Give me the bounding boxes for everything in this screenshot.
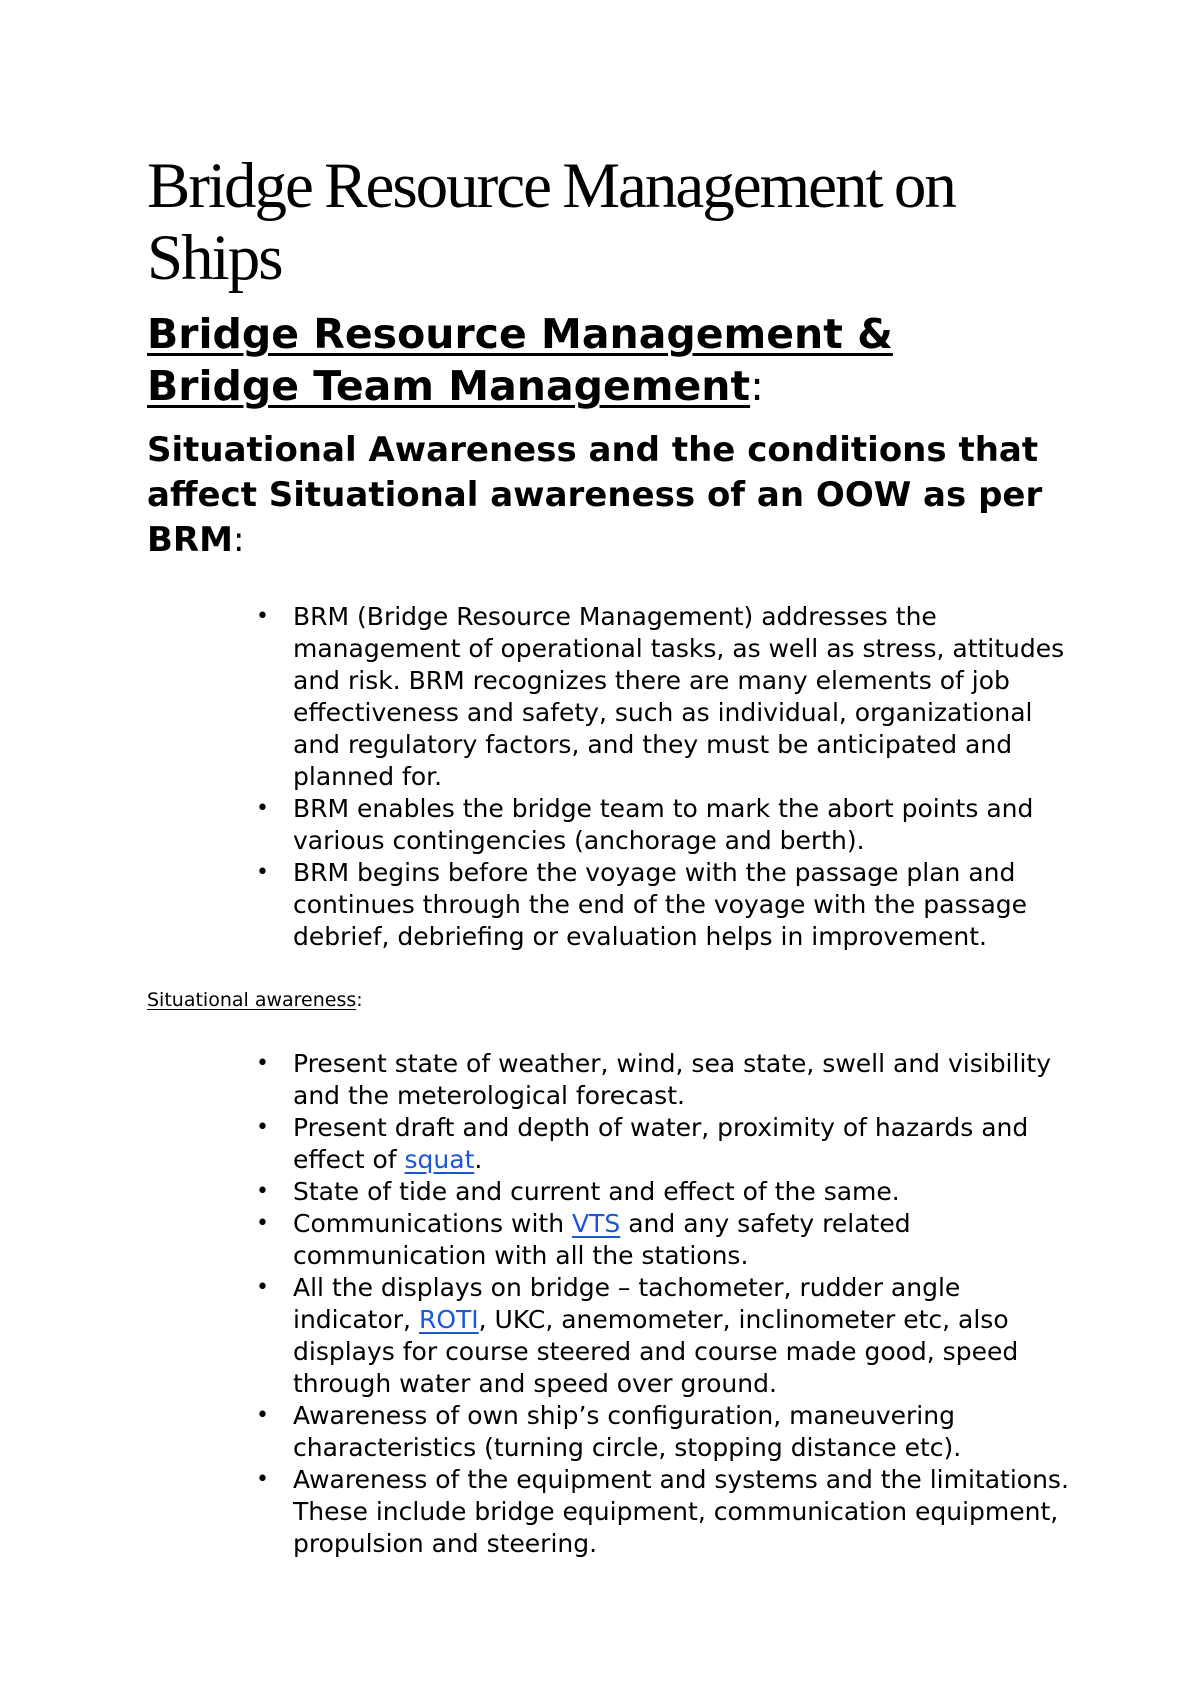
list-item (256, 1400, 1077, 1464)
roti-link[interactable]: ROTI (418, 1305, 479, 1334)
bullet-icon: • (256, 1275, 269, 1300)
main-heading-colon: : (750, 362, 764, 410)
squat-link[interactable]: squat (404, 1145, 475, 1174)
list-item (256, 1176, 1077, 1208)
bullet-icon: • (256, 604, 269, 629)
list-item-text-tail: , UKC, anemometer, inclinometer etc, also displays for course steered and course made good, speed through water and speed over ground. (293, 1305, 1019, 1398)
list-item (256, 1048, 1077, 1112)
bullet-icon: • (256, 1179, 269, 1204)
bullet-icon: • (256, 796, 269, 821)
list-item (256, 1272, 1077, 1400)
list-item-text: State of tide and current and effect of the same. (293, 1177, 900, 1206)
bullet-icon: • (256, 1115, 269, 1140)
vts-link[interactable]: VTS (572, 1209, 621, 1238)
list-item (256, 601, 1077, 793)
bullet-icon: • (256, 1211, 269, 1236)
section-label-colon: : (356, 989, 363, 1011)
bullet-icon: • (256, 860, 269, 885)
bullet-icon: • (256, 1051, 269, 1076)
list-item-text: BRM (Bridge Resource Management) addresses the management of operational tasks, as well as stress, attitudes and risk. BRM recognizes there are many elements of job effectiveness and safety, such as individual, organizational and regulatory factors, and they must be anticipated and planned for. (293, 602, 1065, 791)
list-item-text: Present state of weather, wind, sea state, swell and visibility and the meterological forecast. (293, 1049, 1051, 1110)
sub-heading-text: Situational Awareness and the conditions that affect Situational awareness of an OOW as per BRM (147, 430, 1043, 560)
list-item-text: Awareness of the equipment and systems and the limitations. These include bridge equipment, communication equipment, propulsion and steering. (293, 1465, 1069, 1558)
section-label (147, 988, 1077, 1012)
main-heading-line1: Bridge Resource Management & (147, 310, 893, 358)
main-heading-line2: Bridge Team Management (147, 362, 751, 410)
brm-bullet-list (147, 601, 1077, 953)
main-heading (147, 308, 1077, 412)
list-item (256, 857, 1077, 953)
list-item-text: BRM begins before the voyage with the passage plan and continues through the end of the voyage with the passage debrief, debriefing or evaluation helps in improvement. (293, 858, 1028, 951)
list-item-text: Communications with (293, 1209, 573, 1238)
sub-heading-colon: : (232, 520, 245, 560)
section-label-text: Situational awareness (147, 989, 357, 1011)
list-item-text-tail: . (474, 1145, 483, 1174)
list-item-text: All the displays on bridge – tachometer, rudder angle indicator, (293, 1273, 961, 1334)
awareness-bullet-list (147, 1048, 1077, 1560)
list-item-text: BRM enables the bridge team to mark the abort points and various contingencies (anchorage and berth). (293, 794, 1034, 855)
list-item-text: Awareness of own ship’s configuration, maneuvering characteristics (turning circle, stopping distance etc). (293, 1401, 962, 1462)
bullet-icon: • (256, 1403, 269, 1428)
bullet-icon: • (256, 1467, 269, 1492)
document-page (147, 150, 1077, 1560)
list-item (256, 1112, 1077, 1176)
list-item-text: Present draft and depth of water, proximity of hazards and effect of (293, 1113, 1029, 1174)
list-item (256, 1464, 1077, 1560)
document-title: Bridge Resource Management on Ships (147, 150, 955, 294)
sub-heading (147, 428, 1077, 563)
list-item-text-tail: and any safety related communication with all the stations. (293, 1209, 911, 1270)
list-item (256, 793, 1077, 857)
list-item (256, 1208, 1077, 1272)
